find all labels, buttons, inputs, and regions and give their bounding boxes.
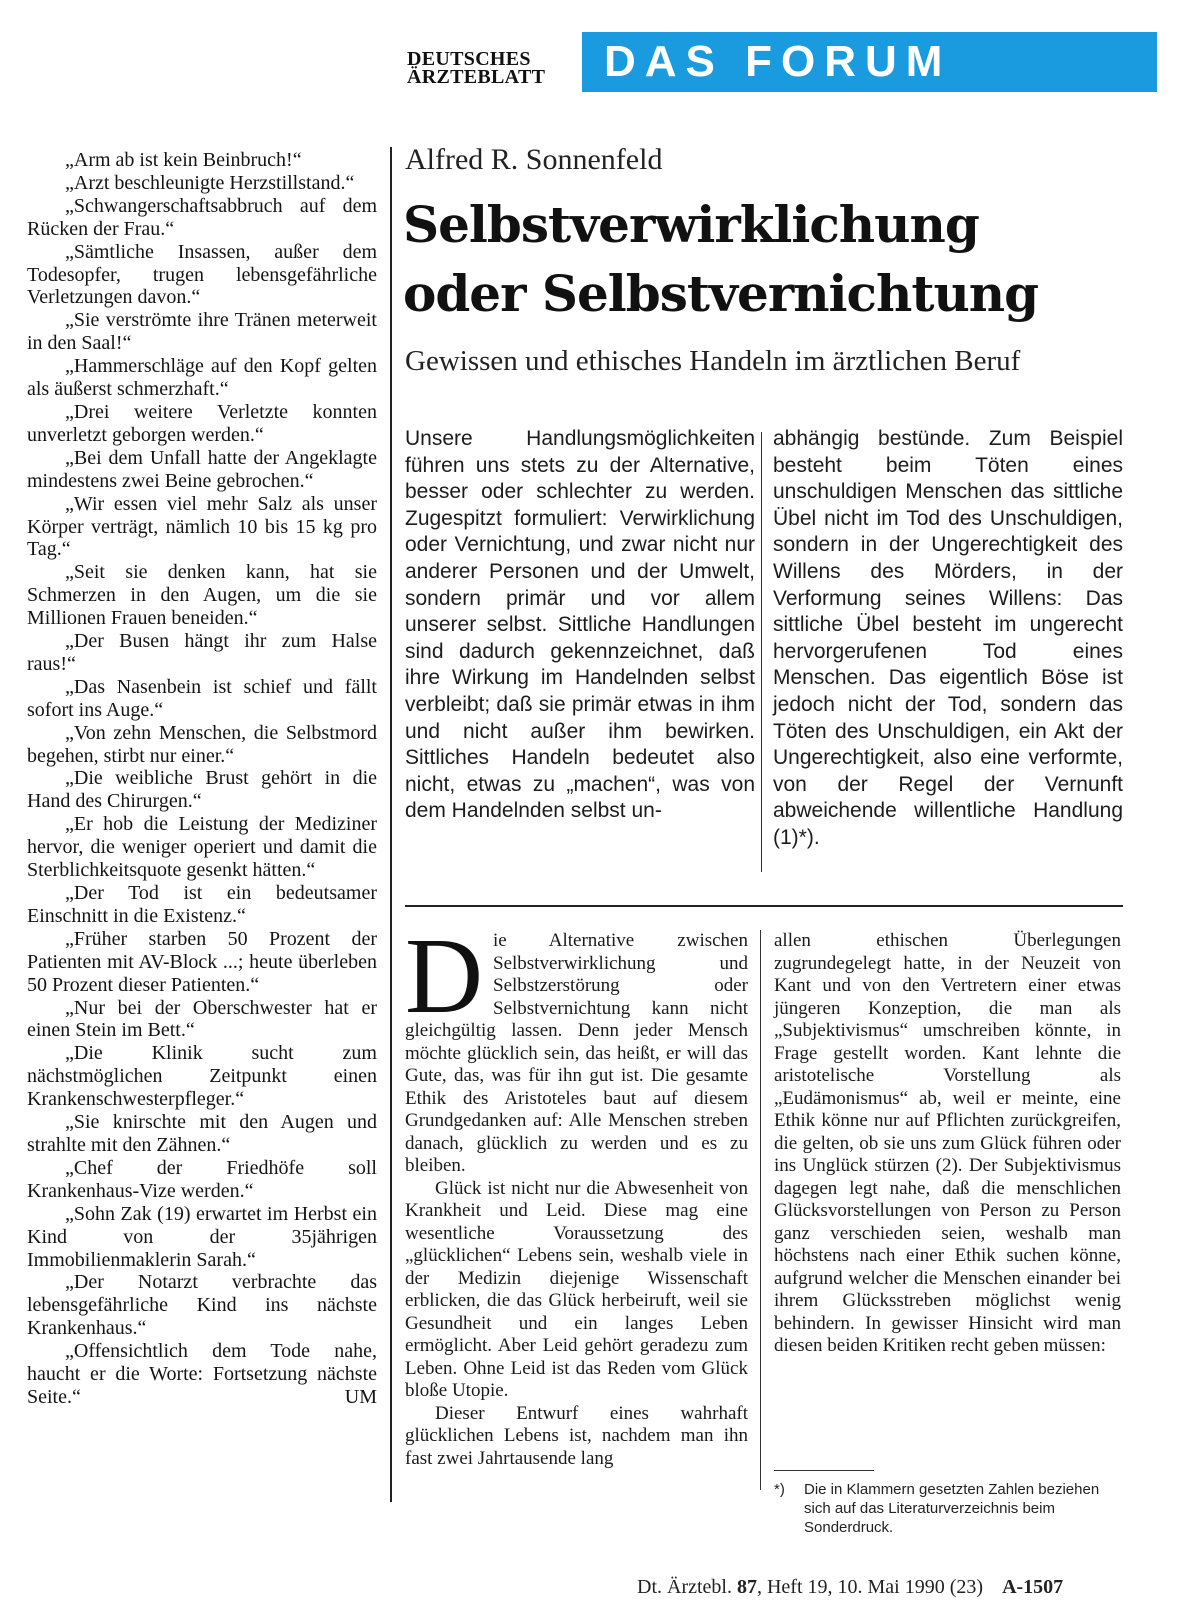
footnote	[774, 1480, 1124, 1537]
body-paragraph: allen ethischen Überlegungen zugrundegelegt hatte, in der Neuzeit von Kant und von den Vertretern einer etwas jüngeren Konzeption, die man als „Subjektivismus“ umschreiben könnte, in Frage gestellt worden. Kant lehnte die aristotelische Vorstellung als „Eudämonismus“ ab, weil er meinte, eine Ethik könne nur auf Pflichten zurückgreifen, die gelten, ob sie uns zum Glück führen oder ins Unglück stürzen (2). Der Subjektivismus dagegen legt nahe, daß die menschlichen Glücksvorstellungen von Person zu Person ganz verschieden seien, weshalb man höchstens nach einer Ethik suchen könne, aufgrund welcher die Menschen einander bei ihrem Glücksstreben möglichst wenig behindern. In gewisser Hinsicht wird man diesen beiden Kritiken recht geben müssen:	[774, 930, 1121, 1356]
quote-item: „Früher starben 50 Prozent der Patienten mit AV-Block ...; heute überleben 50 Prozent dieser Patienten.“	[27, 927, 377, 996]
quote-item: „Schwangerschaftsabbruch auf dem Rücken der Frau.“	[27, 194, 377, 240]
section-rule	[405, 905, 1123, 907]
quote-item: „Bei dem Unfall hatte der Angeklagte mindestens zwei Beine gebrochen.“	[27, 446, 377, 492]
logo-line-1: DEUTSCHES	[407, 48, 531, 70]
title-line-1: Selbstverwirklichung	[403, 195, 979, 254]
quote-item: „Wir essen viel mehr Salz als unser Körper verträgt, nämlich 10 bis 15 kg pro Tag.“	[27, 492, 377, 561]
quote-item: „Arm ab ist kein Beinbruch!“	[65, 149, 302, 171]
journal-logo	[407, 50, 577, 86]
quote-item: „Arzt beschleunigte Herzstillstand.“	[65, 171, 355, 194]
section-banner: DAS FORUM	[582, 32, 1157, 92]
body-paragraph: Dieser Entwurf eines wahrhaft glücklichen Lebens ist, nachdem man ihn fast zwei Jahrtausende lang	[405, 1402, 748, 1469]
lead-text-right: abhängig bestünde. Zum Beispiel besteht beim Töten eines unschuldigen Menschen das sittliche Übel nicht im Tod des Unschuldigen, sondern in der Ungerechtigkeit des Willens des Mörders, in der Verformung seines Willens: Das sittliche Übel besteht im ungerecht hervorgerufenen Tod eines Menschen. Das eigentlich Böse ist jedoch nicht der Tod, sondern das Töten des Unschuldigen, ein Akt der Ungerechtigkeit, also eine verformte, von der Regel der Vernunft abweichende willentliche Handlung (1)*).	[773, 427, 1123, 849]
body-paragraph	[405, 917, 748, 1178]
quote-item: „Die weibliche Brust gehört in die Hand des Chirurgen.“	[27, 767, 377, 813]
footnote-mark: *)	[774, 1481, 785, 1498]
quote-item: „Der Busen hängt ihr zum Halse raus!“	[27, 630, 377, 675]
quotes-sidebar	[27, 149, 377, 1409]
quote-item: „Nur bei der Oberschwester hat er einen Stein im Bett.“	[27, 996, 377, 1042]
lead-divider	[761, 432, 762, 872]
body-paragraph-text: ie Alternative zwischen Selbstverwirklichung und Selbstzerstörung oder Selbstvernichtung kann nicht gleichgültig lassen. Denn jeder Mensch möchte glücklich sein, das heißt, er will das Gute, das, was für ihn gut ist. Die gesamte Ethik des Aristoteles baut auf diesem Grundgedanken auf: Alle Menschen streben danach, glücklich zu werden und es zu bleiben.	[405, 930, 748, 1176]
quote-item: „Chef der Friedhöfe soll Krankenhaus-Vize werden.“	[27, 1156, 377, 1202]
article-subtitle: Gewissen und ethisches Handeln im ärztlichen Beruf	[405, 345, 1021, 377]
quote-item: „Hammerschläge auf den Kopf gelten als äußerst schmerzhaft.“	[27, 355, 377, 401]
quote-item: „Sohn Zak (19) erwartet im Herbst ein Kind von der 35jährigen Immobilienmaklerin Sarah.“	[27, 1202, 377, 1271]
footer-volume: 87	[736, 1576, 757, 1598]
body-paragraph: Glück ist nicht nur die Abwesenheit von Krankheit und Leid. Diese mag eine wesentliche Voraussetzung des „glücklichen“ Lebens sein, weshalb viele in der Medizin diejenige Wissenschaft erblicken, die das Glück herbeiruft, weil sie Gesundheit und ein langes Leben ermöglicht. Aber Leid gehört geradezu zum Leben. Ohne Leid ist das Reden vom Glück bloße Utopie.	[405, 1177, 748, 1401]
column-divider	[390, 147, 392, 1502]
quote-item: „Das Nasenbein ist schief und fällt sofort ins Auge.“	[27, 675, 377, 721]
article-title	[403, 190, 1133, 328]
body-divider	[760, 930, 761, 1490]
quote-item: „Der Tod ist ein bedeutsamer Einschnitt in die Existenz.“	[27, 882, 377, 927]
logo-line-2: ÄRZTEBLATT	[407, 66, 546, 88]
footer-journal: Dt. Ärztebl.	[637, 1576, 732, 1598]
sidebar-signature: UM	[344, 1385, 377, 1408]
quote-item: „Sie verströmte ihre Tränen meterweit in den Saal!“	[27, 309, 377, 355]
quote-item: „Seit sie denken kann, hat sie Schmerzen in den Augen, um die sie Millionen Frauen beneiden.“	[27, 561, 377, 630]
title-line-2: oder Selbstvernichtung	[403, 264, 1039, 323]
quote-item: „Sie knirschte mit den Augen und strahlte mit den Zähnen.“	[27, 1111, 377, 1156]
lead-text-left: Unsere Handlungsmöglichkeiten führen uns stets zu der Alternative, besser oder schlechter zu werden. Zugespitzt formuliert: Verwirklichung oder Vernichtung, und zwar nicht nur anderer Personen und der Umwelt, sondern primär und vor allem unserer selbst. Sittliche Handlungen sind dadurch gekennzeichnet, daß ihre Wirkung im Handelnden selbst verbleibt; daß sie primär etwas in ihm und nicht außer ihm bewirken. Sittliches Handeln bedeutet also nicht, etwas zu „machen“, was von dem Handelnden selbst un-	[405, 427, 755, 823]
quote-item: „Offensichtlich dem Tode nahe, haucht er die Worte: Fortsetzung nächste Seite.“	[27, 1340, 377, 1408]
page-number: A-1507	[1002, 1576, 1064, 1598]
quote-item: „Sämtliche Insassen, außer dem Todesopfer, trugen lebensgefährliche Verletzungen davon.“	[27, 240, 377, 309]
article-author: Alfred R. Sonnenfeld	[405, 143, 663, 176]
quote-item: „Der Notarzt verbrachte das lebensgefährliche Kind ins nächste Krankenhaus.“	[27, 1271, 377, 1340]
quote-item: „Von zehn Menschen, die Selbstmord begehen, stirbt nur einer.“	[27, 721, 377, 767]
footnote-text: Die in Klammern gesetzten Zahlen beziehen sich auf das Literaturverzeichnis beim Sonderdruck.	[804, 1481, 1100, 1536]
body-column-right	[774, 930, 1121, 1358]
footer-issue: , Heft 19, 10. Mai 1990 (23)	[756, 1576, 984, 1598]
quote-item: „Er hob die Leistung der Mediziner hervor, die weniger operiert und damit die Sterblichkeitsquote gesenkt hätten.“	[27, 813, 377, 882]
body-column-left	[405, 917, 748, 1470]
quote-item: „Drei weitere Verletzte konnten unverletzt geborgen werden.“	[27, 400, 377, 446]
drop-cap: D	[405, 917, 483, 1036]
footnote-rule	[774, 1470, 874, 1471]
page-footer	[637, 1576, 1127, 1599]
quote-item: „Die Klinik sucht zum nächstmöglichen Zeitpunkt einen Krankenschwesterpfleger.“	[27, 1042, 377, 1111]
